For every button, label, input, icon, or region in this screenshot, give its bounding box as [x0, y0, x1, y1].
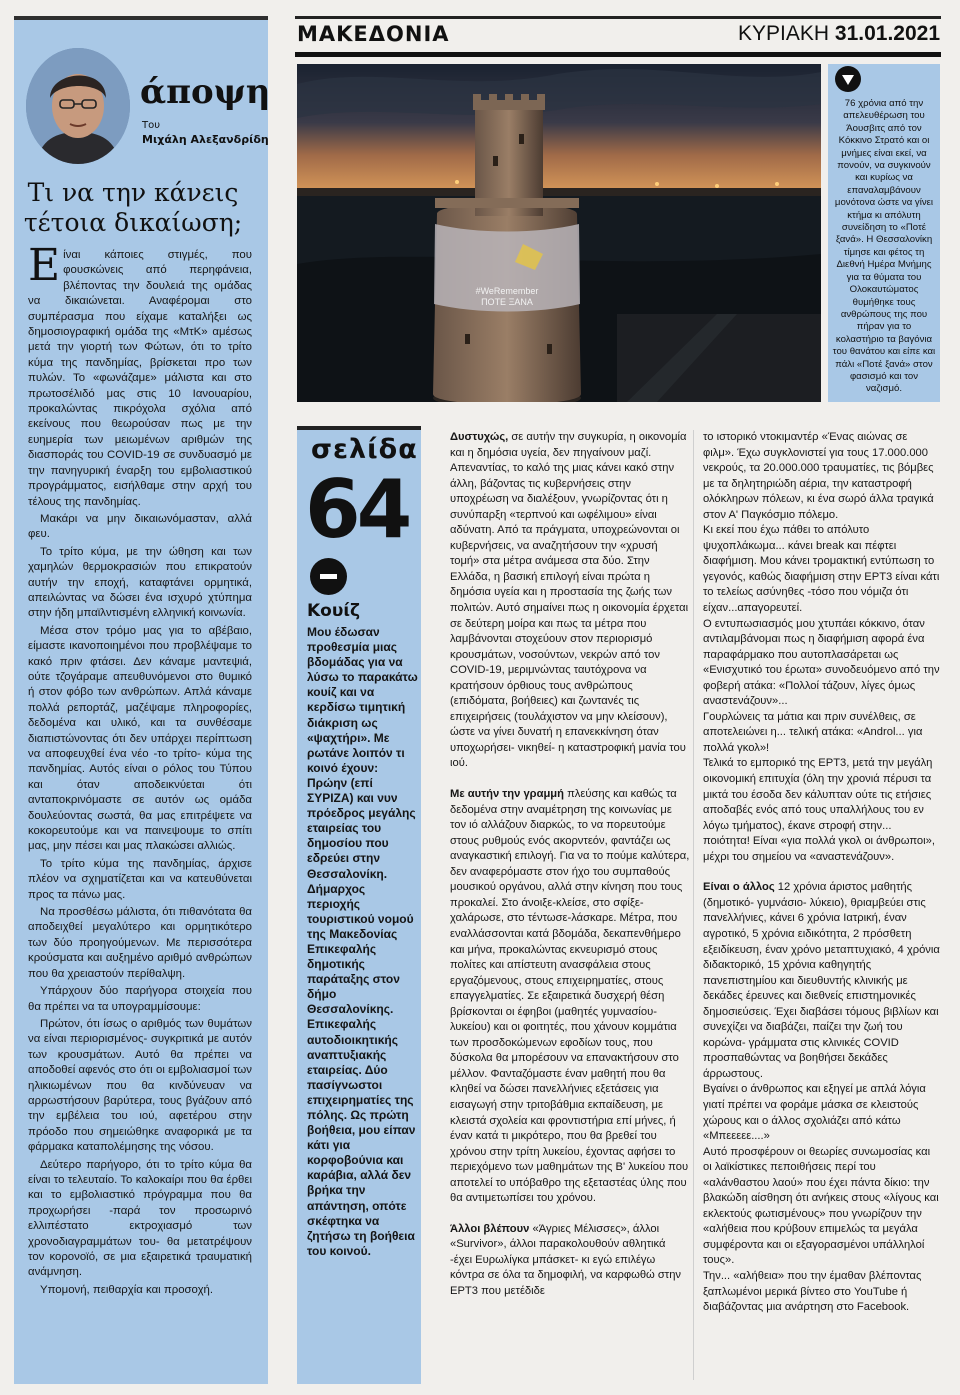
opinion-paragraph: Να προσθέσω μάλιστα, ότι πιθανότατα θα αποδειχθεί μεγαλύτερο και ορμητικότερο των δύο προηγούμενων. Με περισσότερα κρούσματα και αυξημένο αριθμό ανθρώπων που θα χρειαστούν περίθαλψη.: [28, 906, 252, 980]
article-paragraph: Την... «αλήθεια» που την έμαθαν βλέποντας ξαπλωμένοι μερικά βίντεο στο YouTube ή διαβάζοντας μια ανάρτηση στο Facebook.: [703, 1269, 922, 1314]
article-paragraph: [703, 880, 941, 1082]
header-top-rule: [295, 16, 941, 19]
paragraph-lead: Είναι ο άλλος: [703, 881, 775, 894]
article-paragraph: [450, 1222, 690, 1300]
quiz-sidebar: [297, 426, 421, 1384]
photo-caption: [828, 64, 940, 402]
opinion-author: Μιχάλη Αλεξανδρίδη: [142, 133, 269, 146]
opinion-tag: άποψη: [140, 72, 271, 112]
page-number: 64: [305, 463, 409, 556]
page-label: σελίδα: [311, 434, 418, 465]
article-paragraph: Τελικά το εμπορικό της ΕΡΤ3, μετά την μεγάλη οικονομική επιτυχία (όλη την χρονιά πέρυσι τα μικτά του έσοδα δεν κάλυπταν ούτε τις ετήσιες αποδαβές ενός από τους υπαλλήλους του εν λόγω τμήματος), έκανε στροφή στην... ποιότητα! Είναι «για πολλά γκολ οι άνθρωποι», μέχρι του σημείου να «αναστενάζουν».: [703, 757, 935, 863]
quiz-title: Κουίζ: [307, 601, 361, 621]
drop-cap: Ε: [28, 240, 61, 291]
opinion-paragraph: Υπομονή, πειθαρχία και προσοχή.: [40, 1283, 214, 1296]
opinion-paragraph: Μέσα στον τρόμο μας για το αβέβαιο, είμαστε ικανοποιημένοι που προβλέψαμε το κακό πριν φτάσει. Δεν κάναμε μαντεψιά, ούτε τζογάραμε απευθυνόμενοι στο θυμικό ή στον φόβο των ανθρώπων. Απλά κάναμε πολλά ρεπορτάζ, μαζέψαμε πληροφορίες, δεδομένα και υλικό, και τα συνθέσαμε διαπιστώνοντας ότι δεν υπάρχει περίπτωση να αποφευχθεί ένα νέο -το τρίτο- κύμα της πανδημίας. Αυτός είναι ο ρόλος του Τύπου και όταν αποδεικνύεται ότι ανταποκρινόμαστε σε αυτόν ως ομάδα δουλεύοντας σωστά, θα μας επιτρέψετε να κοκορευτούμε και να παινεψουμε το σπίτι μας, μην πέσει και μας πλακώσει αλλιώς.: [28, 624, 252, 853]
caption-arrow-icon: [835, 66, 861, 92]
dateline: [738, 22, 940, 46]
opinion-paragraph: Το τρίτο κύμα της πανδημίας, άρχισε πλέον να σχηματίζεται και να κατευθύνεται προς τα πάνω μας.: [28, 857, 252, 901]
article-column-1: [450, 430, 690, 1315]
paragraph-lead: Με αυτήν την γραμμή: [450, 788, 564, 801]
opinion-body: [28, 240, 252, 1300]
opinion-paragraph: Μακάρι να μην δικαιωνόμασταν, αλλά φευ.: [28, 512, 252, 541]
white-tower-photo: [297, 64, 821, 402]
article-paragraph: [450, 787, 690, 1207]
white-tower-night-icon: [297, 64, 821, 402]
section-name: ΜΑΚΕΔΟΝΙΑ: [297, 22, 450, 46]
article-paragraph: [450, 430, 690, 772]
paragraph-text: 12 χρόνια άριστος μαθητής (δημοτικό- γυμνάσιο- λύκειο), θριαμβεύει στις πανελλήνιες, κάνει 6 χρόνια Ιατρική, έναν αγροτικό, 5 χρόνια ειδικότητα, 2 πρόσθετη εξειδίκευση, έναν χρόνο μεταπτυχιακό, 4 χρόνια διδακτορικό, 15 χρόνια καθηγητής πανεπιστημίου και διευθυντής κλινικής με δεκάδες έρευνες και διεθνείς επιστημονικές δημοσιεύσεις. Έχει διαβάσει τόμους βιβλίων και συνεχίζει να διαβάζει, παίζει την ζωή του κορώνα- γράμματα στις κλινικές COVID προσπαθώντας να βοηθήσει δεκάδες άρρωστους.: [703, 881, 940, 1080]
projection-banner: [457, 286, 557, 308]
paragraph-text: «Άγριες Μέλισσες», άλλοι «Survivor», άλλοι παρακολουθούν αθλητικά -έχει Ευρωλίγκα μπάσκετ- κι εγώ επιλέγω κόντρα σε όλα τα δημοφιλή, να καρφωθώ στην ΕΡΤ3 που μετέδιδε: [450, 1222, 682, 1297]
quiz-text: Μου έδωσαν προθεσμία μιας βδομάδας για να λύσω το παρακάτω κουίζ και να κερδίσω τιμητική διάκριση ως «ψαχτήρι». Με ρωτάνε λοιπόν τι κοινό έχουν: Πρώην (επί ΣΥΡΙΖΑ) και νυν πρόεδρος μεγάλης εταιρείας του δημοσίου που εδρεύει στην Θεσσαλονίκη. Δήμαρχος περιοχής τουριστικού νομού της Μακεδονίας Επικεφαλής δημοτικής παράταξης στον δήμο Θεσσαλονίκης. Επικεφαλής αυτοδιοικητικής αναπτυξιακής εταιρείας. Δύο πασίγνωστοι επιχειρηματίες της πόλης. Ως πρώτη βοήθεια, μου είπαν κάτι για κορφοβούνια και καράβια, αλλά δεν βρήκα την απάντηση, οπότε σκέφτηκα να ζητήσω τη βοήθεια του κοινού.: [307, 625, 418, 1258]
column-divider: [693, 430, 694, 1380]
banner-hashtag: #WeRemember: [475, 286, 539, 296]
opinion-paragraph: Δεύτερο παρήγορο, ότι το τρίτο κύμα θα είναι το τελευταίο. Το καλοκαίρι που θα έρθει και το εμβολιαστικό πρόγραμμα που θα προχωρήσει -παρά τον προσωρινό ελλιπέστατο εκτροχιασμό των χρονοδιαγραμμάτων του- θα μετατρέψουν τον κορονοϊό, σε μια εξαιρετικά τραυματική ανάμνηση.: [28, 1158, 252, 1279]
article-paragraph: Γουρλώνεις τα μάτια και πριν συνέλθεις, σε αποτελειώνει η... τελική ατάκα: «Androl... για πολλά γκολ»!: [703, 710, 923, 754]
banner-text: ΠΟΤΕ ΞΑΝΑ: [481, 297, 533, 307]
down-triangle-icon: [835, 66, 861, 92]
article-paragraph: Βγαίνει ο άνθρωπος και εξηγεί με απλά λόγια γιατί πρέπει να φοράμε μάσκα σε κλειστούς χώρους και ο άλλος σχολιάζει από κάτω «Μπεεεεε....»: [703, 1083, 926, 1143]
caption-text: 76 χρόνια από την απελευθέρωση του Άουσβιτς από τον Κόκκινο Στρατό και οι μνήμες είναι εκεί, να πονούν, να συγκινούν και κυρίως να επαναλαμβάνουν μονότονα ώστε να γίνει κτήμα κι απόλυτη συνείδηση το «Ποτέ ξανά». Η Θεσσαλονίκη τίμησε και φέτος τη Διεθνή Ημέρα Μνήμης για τα θύματα του Ολοκαυτώματος θυμήθηκε τους ανθρώπους της που πήραν για το κολαστήριο τα βαγόνια του θανάτου και είπε και πάλι «Ποτέ ξανά» στον φασισμό και τον ναζισμό.: [832, 98, 936, 395]
minus-icon: [310, 558, 347, 595]
opinion-paragraph: [28, 240, 252, 510]
opinion-byline-prefix: Του: [142, 120, 161, 131]
author-photo-icon: [26, 48, 130, 164]
paragraph-lead: Άλλοι βλέπουν: [450, 1222, 530, 1235]
opinion-paragraph: Πρώτον, ότι ίσως ο αριθμός των θυμάτων να είναι περιορισμένος- συγκριτικά με αυτόν των κρουσμάτων. Αυτό θα πρέπει να αποδοθεί αφενός στο ότι οι εμβολιασμοί των ηλικιωμένων που θα κινδύνευαν να αρρωστήσουν βαρύτερα, τους βγάζουν από την εμβέλεια του ιού, αφετέρου στην πρόοδο που σημειώθηκε αναφορικά με τα φάρμακα καταπολέμησης της νόσου.: [28, 1017, 252, 1154]
opinion-headline: Τι να την κάνεις τέτοια δικαίωση;: [23, 178, 243, 237]
opinion-paragraph: Το τρίτο κύμα, με την ώθηση και των χαμηλών θερμοκρασιών που επικρατούν αυτήν την εποχή, καταφτάνει ορμητικά, απειλώντας να δώσει ένα ισχυρό χτύπημα στην ήδη μπαϊλντισμένη ελληνική κοινωνία.: [28, 545, 252, 620]
paragraph-text: σε αυτήν την συγκυρία, η οικονομία και η δημόσια υγεία, δεν πηγαίνουν μαζί. Απεναντίας, το καλό της μιας κάνει κακό στην άλλη, βάζοντας τις κυβερνήσεις στην υποχρέωση να διαλέξουν, γνωρίζοντας ότι η συνύπαρξη «τερπνού και ωφέλιμου» είναι αδύνατη. Από τα πράγματα, υποχρεώνονται οι κυβερνήσεις, να αναζητήσουν την «χρυσή τομή» στα μέτρα ανάμεσα στα δύο. Στην Ελλάδα, η βασική επιλογή είναι πρώτα η δημόσια υγεία και η προστασία της ζωής των πολιτών. Αυτό σημαίνει πως η οικονομία έρχεται σε δεύτερη μοίρα και πως τα μέτρα που λαμβάνονται στοχεύουν στον περιορισμό κρουσμάτων, νοσούντων, νεκρών από τον COVID-19, μεριμνώντας ταυτόχρονα να κρατήσουν όρθιους τους ανθρώπους (επιδόματα, βοήθειες) και ζωντανές τις επιχειρήσεις (τουλάχιστον να μην κλείσουν), ώστε να γίνει δυνατή η επανεκκίνηση όταν υποχωρήσει- νικηθεί- η καταστροφική μανία του ιού.: [450, 431, 689, 770]
article-paragraph: Αυτό προσφέρουν οι θεωρίες συνωμοσίας και οι λαϊκίστικες πεποιθήσεις περί του «αλάνθαστου λαού» που έχει πάντα δίκιο: την βλακώδη αίσθηση ότι ανήκεις στους «λίγους και εκλεκτούς φωτισμένους» που γνωρίζουν την «αλήθεια που κρύβουν επιμελώς τα μεγάλα συμφέροντα και οι εξαγορασμένοι υπάλληλοί τους».: [703, 1145, 939, 1267]
opinion-paragraph-text: ίναι κάποιες στιγμές, που φουσκώνεις από περηφάνεια, βλέποντας την δουλειά της ομάδας να δικαιώνεται. Αναφέρομαι στο συμπέρασμα που είχαμε καταλήξει ως δημοσιογραφική ομάδα της «ΜτΚ» αμέσως μετά την γιορτή των Φώτων, ότι το τρίτο κύμα της πανδημίας, βρίσκεται προ των πυλών. Το «φωνάζαμε» μάλιστα και στο πρωτοσέλιδό μας στις 10 Ιανουαρίου, προκαλώντας πικρόχολα σχόλια από εκείνους που θεωρούσαν πως με την ευημερία των μειωμένων αριθμών της διασποράς του COVID-19 σε συνδυασμό με την πανηγυρική έναρξη του εμβολιαστικού προγράμματος, εισήλθαμε στην αρχή του τέλους της πανδημίας.: [28, 249, 252, 508]
minus-glyph-icon: [310, 558, 347, 595]
paragraph-lead: Δυστυχώς,: [450, 431, 509, 443]
article-column-2: [703, 430, 941, 1316]
paragraph-text: πλεύσης και καθώς τα δεδομένα στην αναμέτρηση της κοινωνίας με τον ιό αλλάζουν διαρκώς, το να πορευτούμε στους ρυθμούς ενός ακορντεόν, φαντάζει ως αναγκαστική επιλογή. Για να το πούμε καλύτερα, δεν αναφερόμαστε στον ήχο του συμπαθούς μουσικού οργάνου, αλλά στην κίνηση που τους προκαλεί. Στο άνοιξε-κλείσε, στο σφίξε-χαλάρωσε, στο τέντωσε-λάσκαρε. Μέτρα, που εναλλάσσονται κατά βδομάδα, δεκαπενθήμερο και μήνα, προκαλώντας εκνευρισμό στους πολίτες και απίστευτη ανασφάλεια στους εργαζόμενους, στους επιχειρηματίες, στους επαγγελματίες. Σε εξαιρετικά δυσχερή θέση βρίσκονται οι έφηβοι (μαθητές γυμνασίου- λυκείου) και οι φοιτητές, που χάνουν κομμάτια των προσδοκώμενων εφοδίων τους, που δύσκολα θα μπορέσουν να επανακτήσουν στο μέλλον. Φανταζόμαστε έναν μαθητή που θα κληθεί να δώσει πανελλήνιες εξετάσεις για εισαγωγή στην τριτοβάθμια εκπαίδευση, με κλειστά σχολεία και φροντιστήρια επί μήνες, ή έναν κατά τι μικρότερο, που θα βρεθεί του χρόνου στην τρίτη λυκείου, έχοντας αφήσει το περιεχόμενο των μαθημάτων της Β' λυκείου που αποτελεί το υπόβαθρο της εξεταστέας ύλης που θα αντιμετωπίσει του χρόνου.: [450, 788, 690, 1205]
quiz-top-rule: [297, 426, 421, 430]
opinion-paragraph: Υπάρχουν δύο παρήγορα στοιχεία που θα πρέπει να τα υπογραμμίσουμε:: [28, 985, 252, 1013]
dateline-date: 31.01.2021: [834, 22, 940, 45]
author-portrait: [26, 48, 130, 164]
header-bottom-rule: [295, 52, 941, 57]
article-paragraph: Ο εντυπωσιασμός μου χτυπάει κόκκινο, όταν αντιλαμβάνομαι πως η διαφήμιση αφορά ένα παραφάρμακο που αυτοπλασάρεται ως «Ενισχυτικό του έρωτα» συνοδευόμενο από την φοβερή ατάκα: «Πολλοί τάζουν, λίγες όμως αναστενάζουν»...: [703, 617, 940, 708]
opinion-top-rule: [14, 16, 268, 20]
article-paragraph: Κι εκεί που έχω πάθει το απόλυτο ψυχοπλάκωμα... κάνει break και πέφτει διαφήμιση. Μου κάνει τρομακτική εντύπωση το γεγονός, καθώς διαφήμιση στην ΕΡΤ3 είναι κάτι το τελείως ασύνηθες -τόσο που νόμιζα ότι είχαν...απαγορευτεί.: [703, 524, 940, 615]
article-paragraph: το ιστορικό ντοκιμαντέρ «Ένας αιώνας σε φιλμ». Έχω συγκλονιστεί για τους 17.000.000 νεκρούς, τα 20.000.000 τραυματίες, τις βόμβες με τα δηλητηριώδη αέρια, την καταστροφή ολόκληρων πόλεων, κι ένα σωρό άλλα τραγικά στον Α' Παγκόσμιο πόλεμο.: [703, 431, 934, 521]
dateline-day: ΚΥΡΙΑΚΗ: [738, 22, 830, 45]
